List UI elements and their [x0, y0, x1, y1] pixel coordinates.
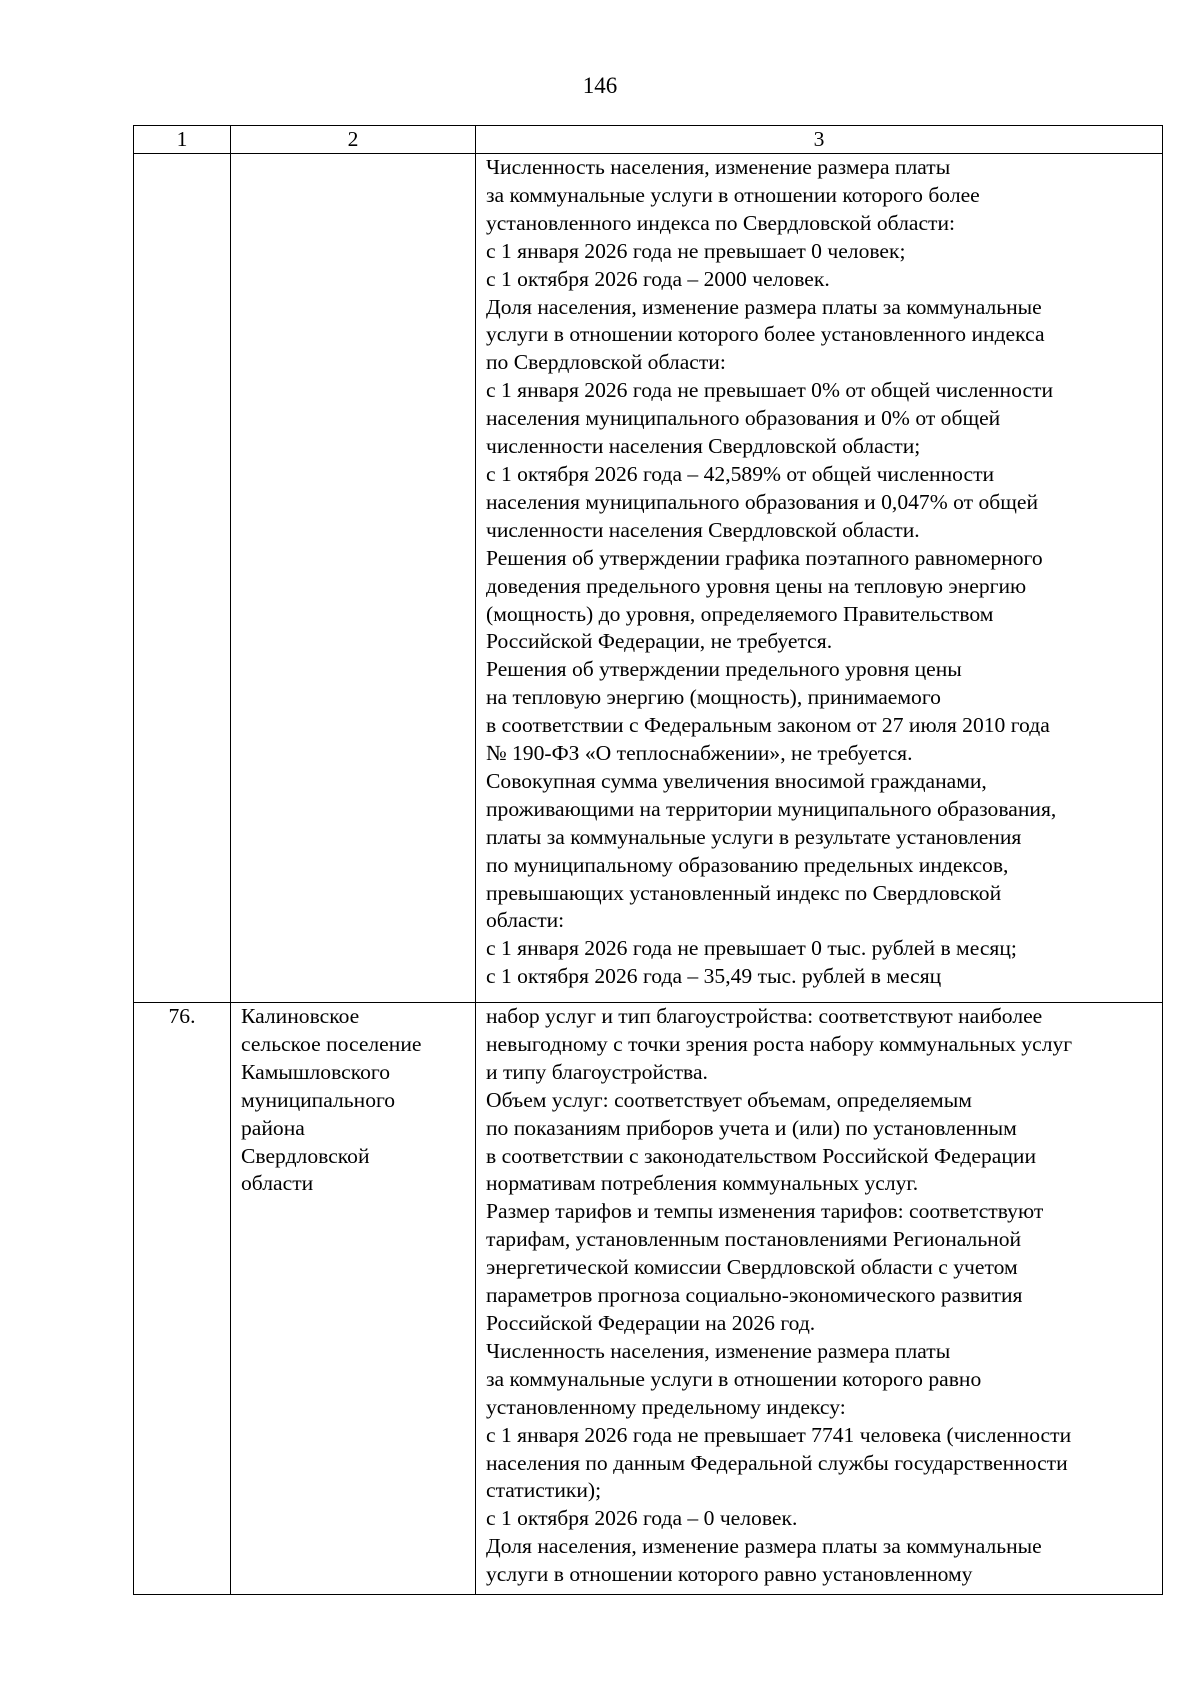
text-line: энергетической комиссии Свердловской области с учетом — [486, 1255, 1018, 1280]
indices-table — [133, 125, 1163, 1595]
text-line: установленного индекса по Свердловской области: — [486, 210, 956, 235]
text-line: превышающих установленный индекс по Свердловской — [486, 880, 1002, 905]
municipality-cell — [231, 1003, 476, 1595]
text-line: Свердловской — [241, 1143, 370, 1168]
text-line: набор услуг и тип благоустройства: соответствуют наиболее — [486, 1004, 1043, 1028]
row-number-cell — [134, 154, 231, 1003]
text-line: Решения об утверждении графика поэтапного равномерного — [486, 545, 1043, 570]
text-line: с 1 января 2026 года не превышает 0 человек; — [486, 238, 906, 263]
text-line: Доля населения, изменение размера платы за коммунальные — [486, 1534, 1042, 1559]
table-row-76 — [134, 1003, 1163, 1595]
text-line: Численность населения, изменение размера платы — [486, 155, 951, 179]
column-header-3: 3 — [476, 126, 1163, 154]
text-line: Российской Федерации на 2026 год. — [486, 1310, 816, 1335]
text-line: численности населения Свердловской области. — [486, 517, 920, 542]
text-line: услуги в отношении которого равно установленному — [486, 1562, 973, 1587]
text-line: населения муниципального образования и 0% от общей — [486, 406, 1001, 431]
text-line: сельское поселение — [241, 1031, 422, 1056]
indicators-cell — [476, 154, 1163, 1003]
row-number-cell: 76. — [134, 1003, 231, 1595]
text-line: Совокупная сумма увеличения вносимой гражданами, — [486, 768, 987, 793]
text-line: с 1 октября 2026 года – 42,589% от общей численности — [486, 461, 995, 486]
municipality-cell — [231, 154, 476, 1003]
text-line: муниципального — [241, 1087, 396, 1112]
column-header-2: 2 — [231, 126, 476, 154]
text-line: области: — [486, 908, 565, 933]
text-line: за коммунальные услуги в отношении которого более — [486, 182, 980, 207]
text-line: невыгодному с точки зрения роста набору коммунальных услуг — [486, 1031, 1073, 1056]
text-line: с 1 октября 2026 года – 35,49 тыс. рублей в месяц — [486, 964, 942, 989]
indicators-cell — [476, 1003, 1163, 1595]
text-line: Численность населения, изменение размера платы — [486, 1338, 951, 1363]
column-header-1: 1 — [134, 126, 231, 154]
table-header-row — [134, 126, 1163, 154]
text-line: Доля населения, изменение размера платы за коммунальные — [486, 294, 1042, 319]
text-line: в соответствии с законодательством Российской Федерации — [486, 1143, 1036, 1168]
page-number: 146 — [582, 73, 618, 98]
text-line: по Свердловской области: — [486, 350, 726, 375]
text-line: услуги в отношении которого более установленного индекса — [486, 322, 1045, 347]
text-line: проживающими на территории муниципального образования, — [486, 796, 1057, 821]
text-line: населения по данным Федеральной службы государственности — [486, 1450, 1068, 1475]
table-row-continued — [134, 154, 1163, 1003]
text-line: платы за коммунальные услуги в результате установления — [486, 824, 1022, 849]
text-line: области — [241, 1171, 314, 1196]
text-line: и типу благоустройства. — [486, 1059, 708, 1084]
text-line: в соответствии с Федеральным законом от 27 июля 2010 года — [486, 713, 1050, 738]
text-line: с 1 октября 2026 года – 2000 человек. — [486, 266, 830, 291]
municipality-name — [241, 1003, 465, 1198]
text-line: по показаниям приборов учета и (или) по установленным — [486, 1115, 1017, 1140]
text-line: доведения предельного уровня цены на тепловую энергию — [486, 573, 1027, 598]
text-line: на тепловую энергию (мощность), принимаемого — [486, 685, 941, 710]
text-line: района — [241, 1115, 305, 1140]
text-line: установленному предельному индексу: — [486, 1394, 846, 1419]
text-line: с 1 января 2026 года не превышает 7741 человека (численности — [486, 1422, 1072, 1447]
indicators-text — [486, 1003, 1152, 1589]
text-line: нормативам потребления коммунальных услуг. — [486, 1171, 919, 1196]
text-line: (мощность) до уровня, определяемого Правительством — [486, 601, 994, 626]
indicators-text — [486, 154, 1152, 991]
text-line: тарифам, установленным постановлениями Региональной — [486, 1227, 1022, 1252]
text-line: Объем услуг: соответствует объемам, определяемым — [486, 1087, 972, 1112]
text-line: № 190-ФЗ «О теплоснабжении», не требуется. — [486, 741, 913, 766]
text-line: по муниципальному образованию предельных индексов, — [486, 852, 1009, 877]
text-line: Размер тарифов и темпы изменения тарифов: соответствуют — [486, 1199, 1044, 1224]
text-line: Российской Федерации, не требуется. — [486, 629, 833, 654]
text-line: с 1 октября 2026 года – 0 человек. — [486, 1506, 798, 1531]
text-line: параметров прогноза социально-экономического развития — [486, 1283, 1023, 1308]
text-line: статистики); — [486, 1478, 602, 1503]
text-line: численности населения Свердловской области; — [486, 434, 921, 459]
text-line: с 1 января 2026 года не превышает 0 тыс. рублей в месяц; — [486, 936, 1017, 961]
text-line: с 1 января 2026 года не превышает 0% от общей численности — [486, 378, 1054, 403]
text-line: Калиновское — [241, 1004, 360, 1028]
text-line: населения муниципального образования и 0,047% от общей — [486, 489, 1039, 514]
text-line: Камышловского — [241, 1059, 391, 1084]
text-line: за коммунальные услуги в отношении которого равно — [486, 1366, 982, 1391]
text-line: Решения об утверждении предельного уровня цены — [486, 657, 962, 682]
